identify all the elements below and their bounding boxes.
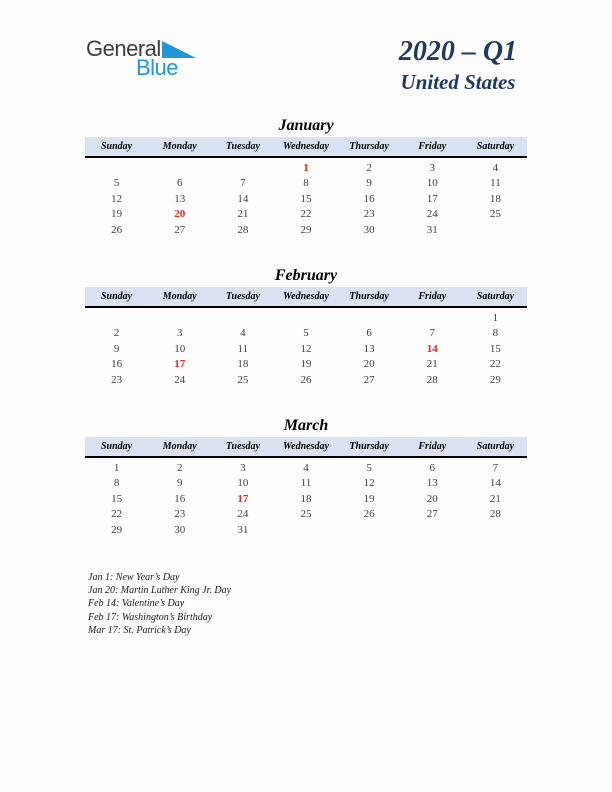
date-cell: 24 (174, 373, 186, 386)
date-cell: 4 (240, 327, 246, 340)
date-cell: 24 (426, 208, 438, 221)
date-cell: 21 (489, 492, 501, 505)
holiday-item: Mar 17: St. Patrick’s Day (88, 624, 191, 636)
holiday-item: Jan 20: Martin Luther King Jr. Day (88, 585, 232, 597)
date-cell: 19 (363, 492, 375, 505)
weekday-label: Friday (418, 291, 447, 302)
date-cell: 26 (363, 508, 375, 521)
date-cell: 18 (489, 192, 501, 205)
date-cell: 12 (363, 477, 375, 490)
date-cell: 29 (300, 223, 312, 236)
weekday-label: Sunday (101, 291, 133, 302)
date-cell: 17 (237, 492, 249, 505)
logo-text-blue: Blue (136, 55, 179, 80)
empty-cell (401, 311, 464, 326)
date-cell: 9 (113, 342, 120, 355)
date-cell: 18 (300, 492, 312, 505)
date-cell: 17 (174, 358, 186, 371)
date-cell: 3 (240, 462, 246, 474)
empty-cell (148, 311, 211, 326)
month-january (85, 114, 527, 238)
weekday-label: Monday (162, 441, 197, 452)
date-cell: 30 (363, 223, 375, 236)
date-cell: 1 (492, 312, 499, 324)
empty-cell (464, 223, 527, 238)
weekday-label: Tuesday (225, 141, 260, 152)
date-cell: 13 (363, 342, 375, 355)
holiday-item: Feb 17: Washington’s Birthday (88, 611, 213, 623)
date-cell: 8 (113, 477, 120, 490)
date-cell: 2 (366, 162, 372, 174)
date-cell: 14 (426, 342, 438, 355)
holiday-list (88, 571, 231, 637)
date-cell: 25 (489, 208, 501, 221)
date-cell: 15 (111, 492, 123, 505)
date-cell: 9 (176, 477, 183, 490)
weekday-label: Saturday (476, 291, 515, 302)
weekday-label: Wednesday (283, 291, 329, 302)
date-cell: 20 (174, 208, 186, 221)
empty-cell (85, 161, 148, 176)
date-cell: 25 (237, 373, 249, 386)
empty-cell (85, 311, 148, 326)
date-cell: 22 (111, 508, 123, 521)
empty-cell (211, 161, 274, 176)
date-cell: 10 (426, 177, 438, 190)
date-cell: 20 (426, 492, 438, 505)
date-cell: 6 (366, 327, 372, 340)
date-cell: 11 (237, 342, 249, 355)
date-cell: 2 (113, 327, 120, 340)
date-grid (85, 158, 527, 238)
weekday-header-row (85, 437, 527, 458)
date-cell: 21 (426, 358, 438, 371)
date-cell: 7 (492, 462, 499, 474)
date-cell: 28 (489, 508, 501, 521)
date-cell: 23 (174, 508, 186, 521)
holiday-item: Jan 1: New Year’s Day (88, 572, 180, 583)
weekday-label: Friday (418, 141, 447, 152)
month-title: March (283, 417, 329, 434)
date-cell: 31 (426, 223, 438, 236)
date-cell: 22 (489, 358, 501, 371)
date-cell: 24 (237, 508, 249, 521)
date-cell: 10 (174, 342, 186, 355)
date-cell: 3 (429, 162, 436, 174)
empty-cell (211, 311, 274, 326)
date-cell: 29 (111, 523, 123, 536)
date-cell: 6 (176, 177, 183, 190)
date-cell: 31 (237, 523, 249, 536)
date-cell: 22 (300, 208, 312, 221)
logo-text-general: General (86, 36, 161, 61)
weekday-label: Thursday (349, 141, 389, 152)
date-cell: 5 (113, 177, 120, 190)
weekday-label: Wednesday (283, 441, 329, 452)
date-cell: 19 (111, 208, 123, 221)
date-cell: 11 (300, 477, 312, 490)
date-cell: 10 (237, 477, 249, 490)
weekday-label: Monday (162, 141, 197, 152)
weekday-label: Saturday (476, 141, 515, 152)
date-cell: 17 (426, 192, 438, 205)
month-march (85, 414, 527, 538)
date-cell: 12 (300, 342, 312, 355)
logo (86, 36, 216, 82)
empty-cell (148, 161, 211, 176)
date-cell: 14 (237, 192, 249, 205)
weekday-label: Tuesday (225, 441, 260, 452)
weekday-label: Wednesday (283, 141, 329, 152)
date-cell: 7 (240, 177, 246, 190)
date-cell: 29 (489, 373, 501, 386)
date-cell: 1 (113, 462, 120, 474)
date-cell: 11 (490, 177, 501, 190)
date-cell: 26 (300, 373, 312, 386)
date-grid (85, 308, 527, 388)
weekday-header-row (85, 287, 527, 308)
date-cell: 1 (303, 162, 309, 174)
weekday-label: Sunday (101, 441, 133, 452)
document-subtitle: United States (400, 70, 516, 94)
date-cell: 21 (237, 208, 249, 221)
date-cell: 5 (366, 462, 372, 474)
date-cell: 2 (176, 462, 183, 474)
date-cell: 12 (111, 192, 123, 205)
holiday-item: Feb 14: Valentine’s Day (88, 598, 185, 610)
date-cell: 15 (489, 342, 501, 355)
date-cell: 14 (489, 477, 501, 490)
empty-cell (464, 523, 527, 538)
date-cell: 16 (363, 192, 375, 205)
weekday-label: Saturday (476, 441, 515, 452)
weekday-label: Tuesday (225, 291, 260, 302)
date-cell: 7 (429, 327, 436, 340)
date-cell: 19 (300, 358, 312, 371)
date-cell: 23 (363, 208, 375, 221)
month-title: January (278, 117, 334, 134)
empty-cell (338, 523, 401, 538)
weekday-label: Monday (162, 291, 197, 302)
empty-cell (274, 523, 337, 538)
document-title: 2020 – Q1 (398, 36, 518, 67)
date-cell: 27 (363, 373, 375, 386)
date-cell: 30 (174, 523, 186, 536)
date-cell: 26 (111, 223, 123, 236)
date-cell: 4 (492, 162, 499, 174)
date-cell: 6 (429, 462, 436, 474)
date-cell: 25 (300, 508, 312, 521)
date-cell: 8 (492, 327, 499, 340)
date-cell: 18 (237, 358, 249, 371)
weekday-header-row (85, 137, 527, 158)
weekday-label: Friday (418, 441, 447, 452)
date-cell: 27 (426, 508, 438, 521)
date-cell: 3 (176, 327, 183, 340)
empty-cell (274, 311, 337, 326)
date-cell: 16 (111, 358, 123, 371)
date-cell: 5 (303, 327, 309, 340)
date-cell: 9 (366, 177, 372, 190)
date-cell: 8 (303, 177, 309, 190)
date-grid (85, 458, 527, 538)
date-cell: 15 (300, 192, 312, 205)
date-cell: 28 (426, 373, 438, 386)
weekday-label: Thursday (349, 441, 389, 452)
weekday-label: Sunday (101, 141, 133, 152)
date-cell: 4 (303, 462, 309, 474)
weekday-label: Thursday (349, 291, 389, 302)
month-february (85, 264, 527, 388)
date-cell: 27 (174, 223, 186, 236)
date-cell: 13 (174, 192, 186, 205)
date-cell: 16 (174, 492, 186, 505)
date-cell: 20 (363, 358, 375, 371)
empty-cell (401, 523, 464, 538)
date-cell: 23 (111, 373, 123, 386)
month-title: February (274, 267, 338, 284)
date-cell: 13 (426, 477, 438, 490)
empty-cell (338, 311, 401, 326)
date-cell: 28 (237, 223, 249, 236)
